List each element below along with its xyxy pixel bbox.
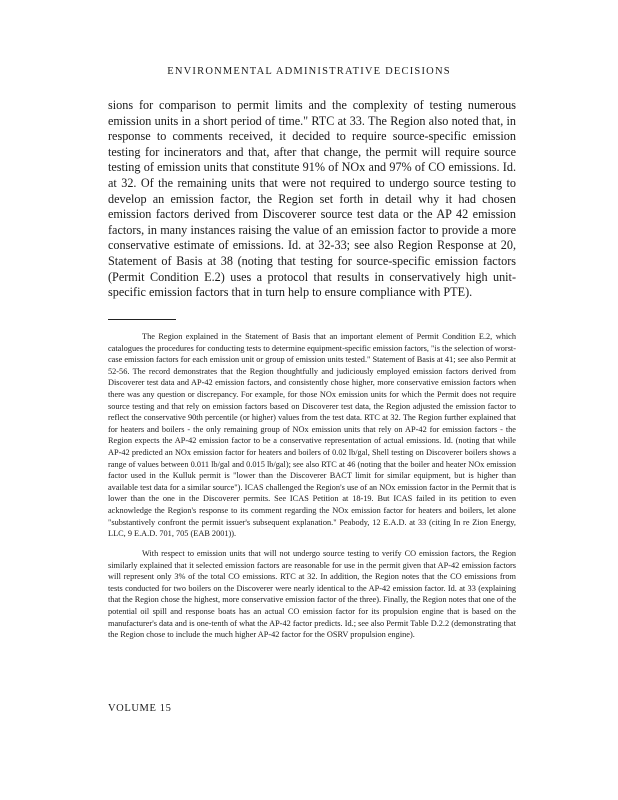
running-header: ENVIRONMENTAL ADMINISTRATIVE DECISIONS (167, 66, 451, 77)
footnote-divider (108, 319, 176, 320)
body-paragraph: sions for comparison to permit limits and the complexity of testing numerous emission units in a short period of time." RTC at 33. The Region also noted that, in response to comments received, it decided to require source-specific emission testing for incinerators and that, after that change, the permit will require source testing of emission units that constitute 91% of NOx and 97% of CO emissions. Id. at 32. Of the remaining units that were not required to undergo source testing to develop an emission factor, the Region set forth in detail why it had chosen emission factors derived from Discoverer source test data or the AP 42 emission factors, in many instances raising the value of an emission factor to provide a more conservative estimate of emissions. Id. at 32-33; see also Region Response at 20, Statement of Basis at 38 (noting that testing for source-specific emission factors (Permit Condition E.2) uses a protocol that results in conservatively high unit-specific emission factors that in turn help to ensure compliance with PTE). (108, 98, 516, 300)
footnote-2: With respect to emission units that will not undergo source testing to verify CO emission factors, the Region similarly explained that it selected emission factors are reasonable for use in the permit given that AP-42 emission factors will represent only 3% of the total CO emissions. RTC at 32. In addition, the Region notes that the CO emissions from tests conducted for two boilers on the Discoverer were nearly identical to the AP-42 emission factor. Id. at 33 (explaining that the Region chose the highest, more conservative emission factor of the three). Finally, the Region notes that one of the potential oil spill and response boats has an actual CO emission factor for its propulsion engine that is based on the manufacturer's data and is one-tenth of what the AP-42 factor predicts. Id.; see also Permit Table D.2.2 (demonstrating that the Region chose to include the much higher AP-42 factor for the OSRV propulsion engine). (108, 549, 516, 640)
footnote-1: The Region explained in the Statement of Basis that an important element of Permit Condition E.2, which catalogues the procedures for conducting tests to determine equipment-specific emission factors, "is the selection of worst-case emission factors for each emission unit or group of emission units tested." Statement of Basis at 41; see also Permit at 52-56. The record demonstrates that the Region thoughtfully and judiciously employed emission factors derived from Discoverer test data and AP-42 emission factors, and consistently chose higher, more conservative emission factors when there was any question or discrepancy. For example, for those NOx emission units for which the Permit does not require source testing and that rely on emission factors based on Discoverer test data, the Region adjusted the emission factor to reflect the conservative 90th percentile (or higher) values from the test data. RTC at 32. The Region further explained that for heaters and boilers - the only remaining group of NOx emission units that rely on AP-42 for emission factors - the Region expects the AP-42 emission factor to be a conservative representation of actual emissions. Id. (noting that while AP-42 predicted an NOx emission factor for heaters and boilers of 0.02 lb/gal, Shell testing on Discoverer boilers shows a range of values between 0.011 lb/gal and 0.015 lb/gal); see also RTC at 46 (noting that the boiler and heater NOx emission factor used in the Kulluk permit is "lower than the Discoverer BACT limit for similar equipment, but is higher than available test data for a similar source"). ICAS challenged the Region's use of an NOx emission factor in the Permit that is lower than the one in the Discoverer permits. See ICAS Petition at 18-19. But ICAS failed in its petition to even acknowledge the Region's response to its comment regarding the NOx emission factor for heaters and boilers, let alone "substantively confront the permit issuer's subsequent explanation." Peabody, 12 E.A.D. at 33 (citing In re Zion Energy, LLC, 9 E.A.D. 701, 705 (EAB 2001)). (108, 332, 516, 539)
volume-footer: VOLUME 15 (108, 703, 172, 714)
